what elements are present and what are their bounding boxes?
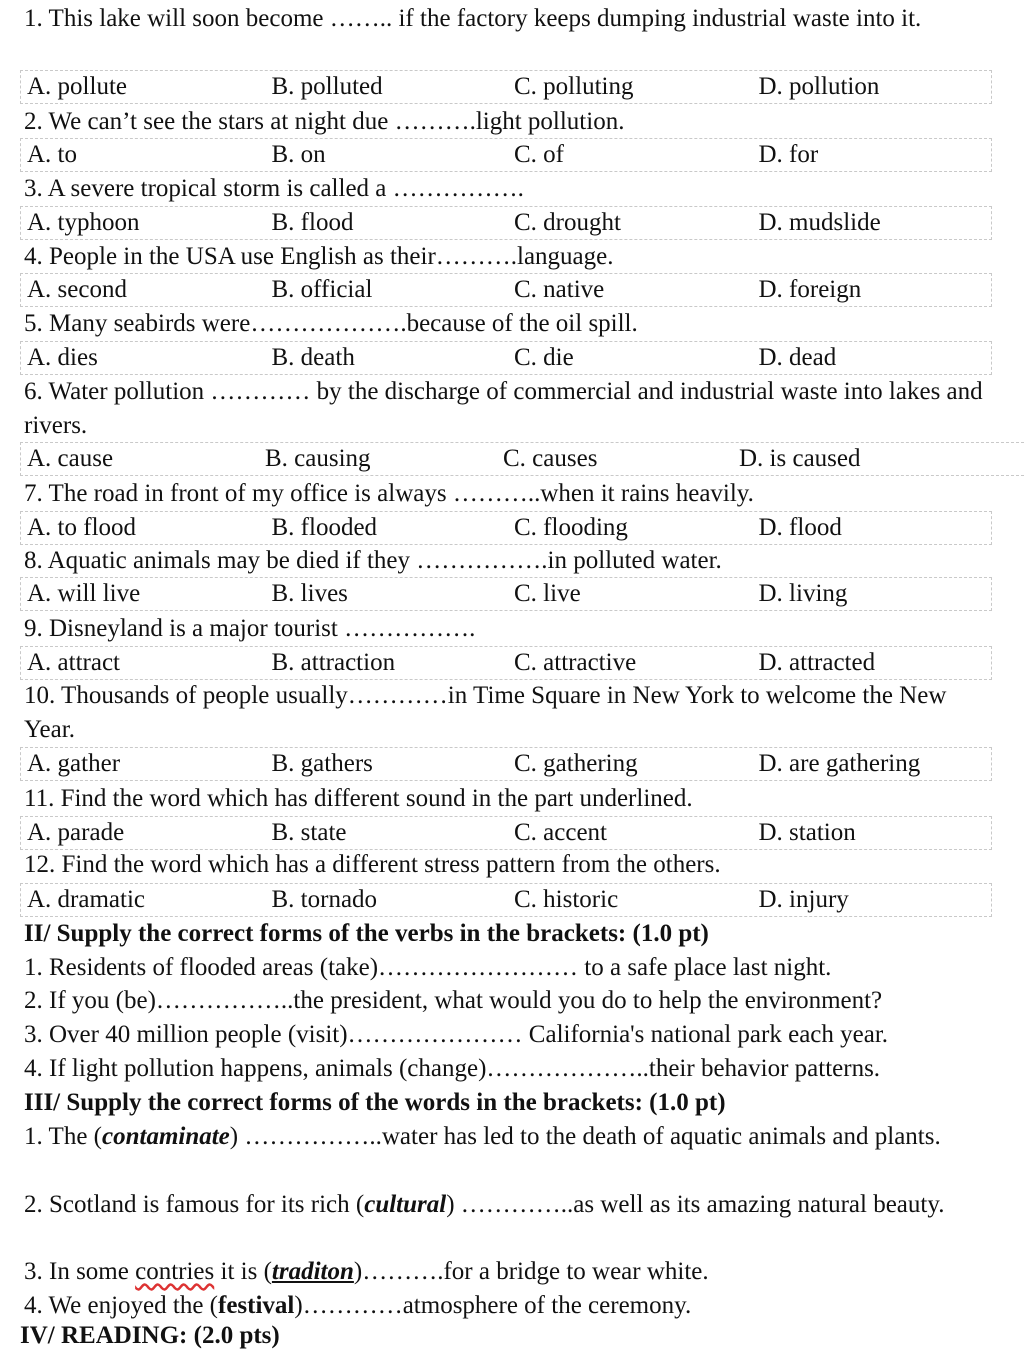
option-d: D. station	[758, 819, 856, 846]
option-a: A. parade	[27, 819, 125, 846]
options-row-6	[20, 442, 1024, 476]
option-c: C. accent	[514, 819, 608, 846]
item-text: 1. The (	[24, 1123, 102, 1150]
option-a: A. gather	[27, 750, 121, 777]
option-a: A. second	[27, 276, 127, 303]
option-d: D. attracted	[758, 649, 876, 676]
option-c: C. causes	[503, 445, 598, 472]
option-d: D. mudslide	[758, 209, 881, 236]
option-c: C. flooding	[514, 514, 628, 541]
option-a: A. to flood	[27, 514, 137, 541]
option-a: A. pollute	[27, 73, 127, 100]
verb-item-2: 2. If you (be)……………..the president, what would you do to help the environment?	[24, 987, 883, 1014]
options-row-9	[20, 646, 992, 680]
options-row-10	[20, 747, 992, 781]
question-7: 7. The road in front of my office is always ………..when it rains heavily.	[24, 480, 754, 507]
option-a: A. to	[27, 141, 77, 168]
option-b: B. flood	[271, 209, 354, 236]
options-row-5	[20, 341, 992, 375]
option-a: A. will live	[27, 580, 141, 607]
question-6: 6. Water pollution ………… by the discharge of commercial and industrial waste into lakes and rivers.	[24, 378, 983, 439]
options-row-2	[20, 138, 992, 172]
section-3-heading: III/ Supply the correct forms of the words in the brackets: (1.0 pt)	[24, 1089, 726, 1116]
question-10: 10. Thousands of people usually…………in Time Square in New York to welcome the New Year.	[24, 682, 947, 743]
question-9: 9. Disneyland is a major tourist …………….	[24, 615, 476, 642]
verb-item-1: 1. Residents of flooded areas (take)…………………… to a safe place last night.	[24, 954, 832, 981]
options-row-11	[20, 816, 992, 850]
option-c: C. historic	[514, 886, 619, 913]
section-2-heading: II/ Supply the correct forms of the verbs in the brackets: (1.0 pt)	[24, 920, 709, 947]
question-1: 1. This lake will soon become …….. if the factory keeps dumping industrial waste into it.	[24, 5, 922, 32]
verb-item-4: 4. If light pollution happens, animals (change)………………..their behavior patterns.	[24, 1055, 881, 1082]
question-3: 3. A severe tropical storm is called a …………….	[24, 175, 524, 202]
word-form-item-4	[20, 1289, 992, 1323]
option-c: C. attractive	[514, 649, 637, 676]
option-a: A. attract	[27, 649, 121, 676]
item-text: 2. Scotland is famous for its rich (	[24, 1191, 365, 1218]
option-b: B. causing	[265, 445, 371, 472]
option-d: D. dead	[758, 344, 837, 371]
options-row-8	[20, 577, 992, 611]
item-text: )……….for a bridge to wear white.	[353, 1258, 709, 1285]
option-c: C. die	[514, 344, 574, 371]
verb-item-3: 3. Over 40 million people (visit)………………… California's national park each year.	[24, 1021, 889, 1048]
option-b: B. polluted	[271, 73, 383, 100]
bracket-word: festival	[218, 1292, 295, 1319]
word-form-item-2	[20, 1188, 992, 1222]
option-a: A. cause	[27, 445, 114, 472]
option-b: B. state	[271, 819, 347, 846]
option-b: B. gathers	[271, 750, 373, 777]
bracket-word: cultural	[364, 1191, 447, 1218]
option-a: A. dramatic	[27, 886, 146, 913]
option-d: D. for	[758, 141, 819, 168]
bracket-word: traditon	[271, 1258, 354, 1285]
question-2: 2. We can’t see the stars at night due ……….light pollution.	[24, 108, 625, 135]
option-c: C. live	[514, 580, 581, 607]
question-5: 5. Many seabirds were……………….because of the oil spill.	[24, 310, 638, 337]
option-d: D. living	[758, 580, 848, 607]
item-text: ) …………..as well as its amazing natural beauty.	[446, 1191, 945, 1218]
option-a: A. typhoon	[27, 209, 140, 236]
option-c: C. of	[514, 141, 564, 168]
question-11: 11. Find the word which has different sound in the part underlined.	[24, 785, 693, 812]
question-8: 8. Aquatic animals may be died if they …………….in polluted water.	[24, 547, 722, 574]
options-row-1	[20, 70, 992, 104]
options-row-3	[20, 206, 992, 240]
item-text: 3. In some	[24, 1258, 136, 1285]
option-b: B. on	[271, 141, 326, 168]
misspelled-word: contries	[135, 1258, 215, 1285]
item-text: 4. We enjoyed the (	[24, 1292, 218, 1319]
option-d: D. are gathering	[758, 750, 921, 777]
option-d: D. flood	[758, 514, 842, 541]
option-a: A. dies	[27, 344, 98, 371]
option-d: D. pollution	[758, 73, 880, 100]
option-b: B. tornado	[271, 886, 378, 913]
options-row-7	[20, 511, 992, 545]
option-c: C. native	[514, 276, 605, 303]
option-b: B. lives	[271, 580, 348, 607]
question-12: 12. Find the word which has a different stress pattern from the others.	[24, 851, 721, 878]
option-b: B. flooded	[271, 514, 378, 541]
bracket-word: contaminate	[102, 1123, 230, 1150]
options-row-4	[20, 273, 992, 307]
option-c: C. polluting	[514, 73, 634, 100]
options-row-12	[20, 883, 992, 917]
option-b: B. official	[271, 276, 373, 303]
option-b: B. death	[271, 344, 355, 371]
section-4-heading-cut: IV/ READING: (2.0 pts)	[20, 1322, 280, 1349]
word-form-item-3	[20, 1255, 992, 1289]
item-text: ) ……………..water has led to the death of aquatic animals and plants.	[229, 1123, 941, 1150]
item-text: it is (	[214, 1258, 272, 1285]
option-c: C. drought	[514, 209, 621, 236]
item-text: )…………atmosphere of the ceremony.	[294, 1292, 692, 1319]
word-form-item-1	[20, 1120, 992, 1154]
option-b: B. attraction	[271, 649, 396, 676]
question-4: 4. People in the USA use English as their……….language.	[24, 243, 614, 270]
option-c: C. gathering	[514, 750, 638, 777]
option-d: D. is caused	[739, 445, 861, 472]
option-d: D. injury	[758, 886, 849, 913]
option-d: D. foreign	[758, 276, 862, 303]
